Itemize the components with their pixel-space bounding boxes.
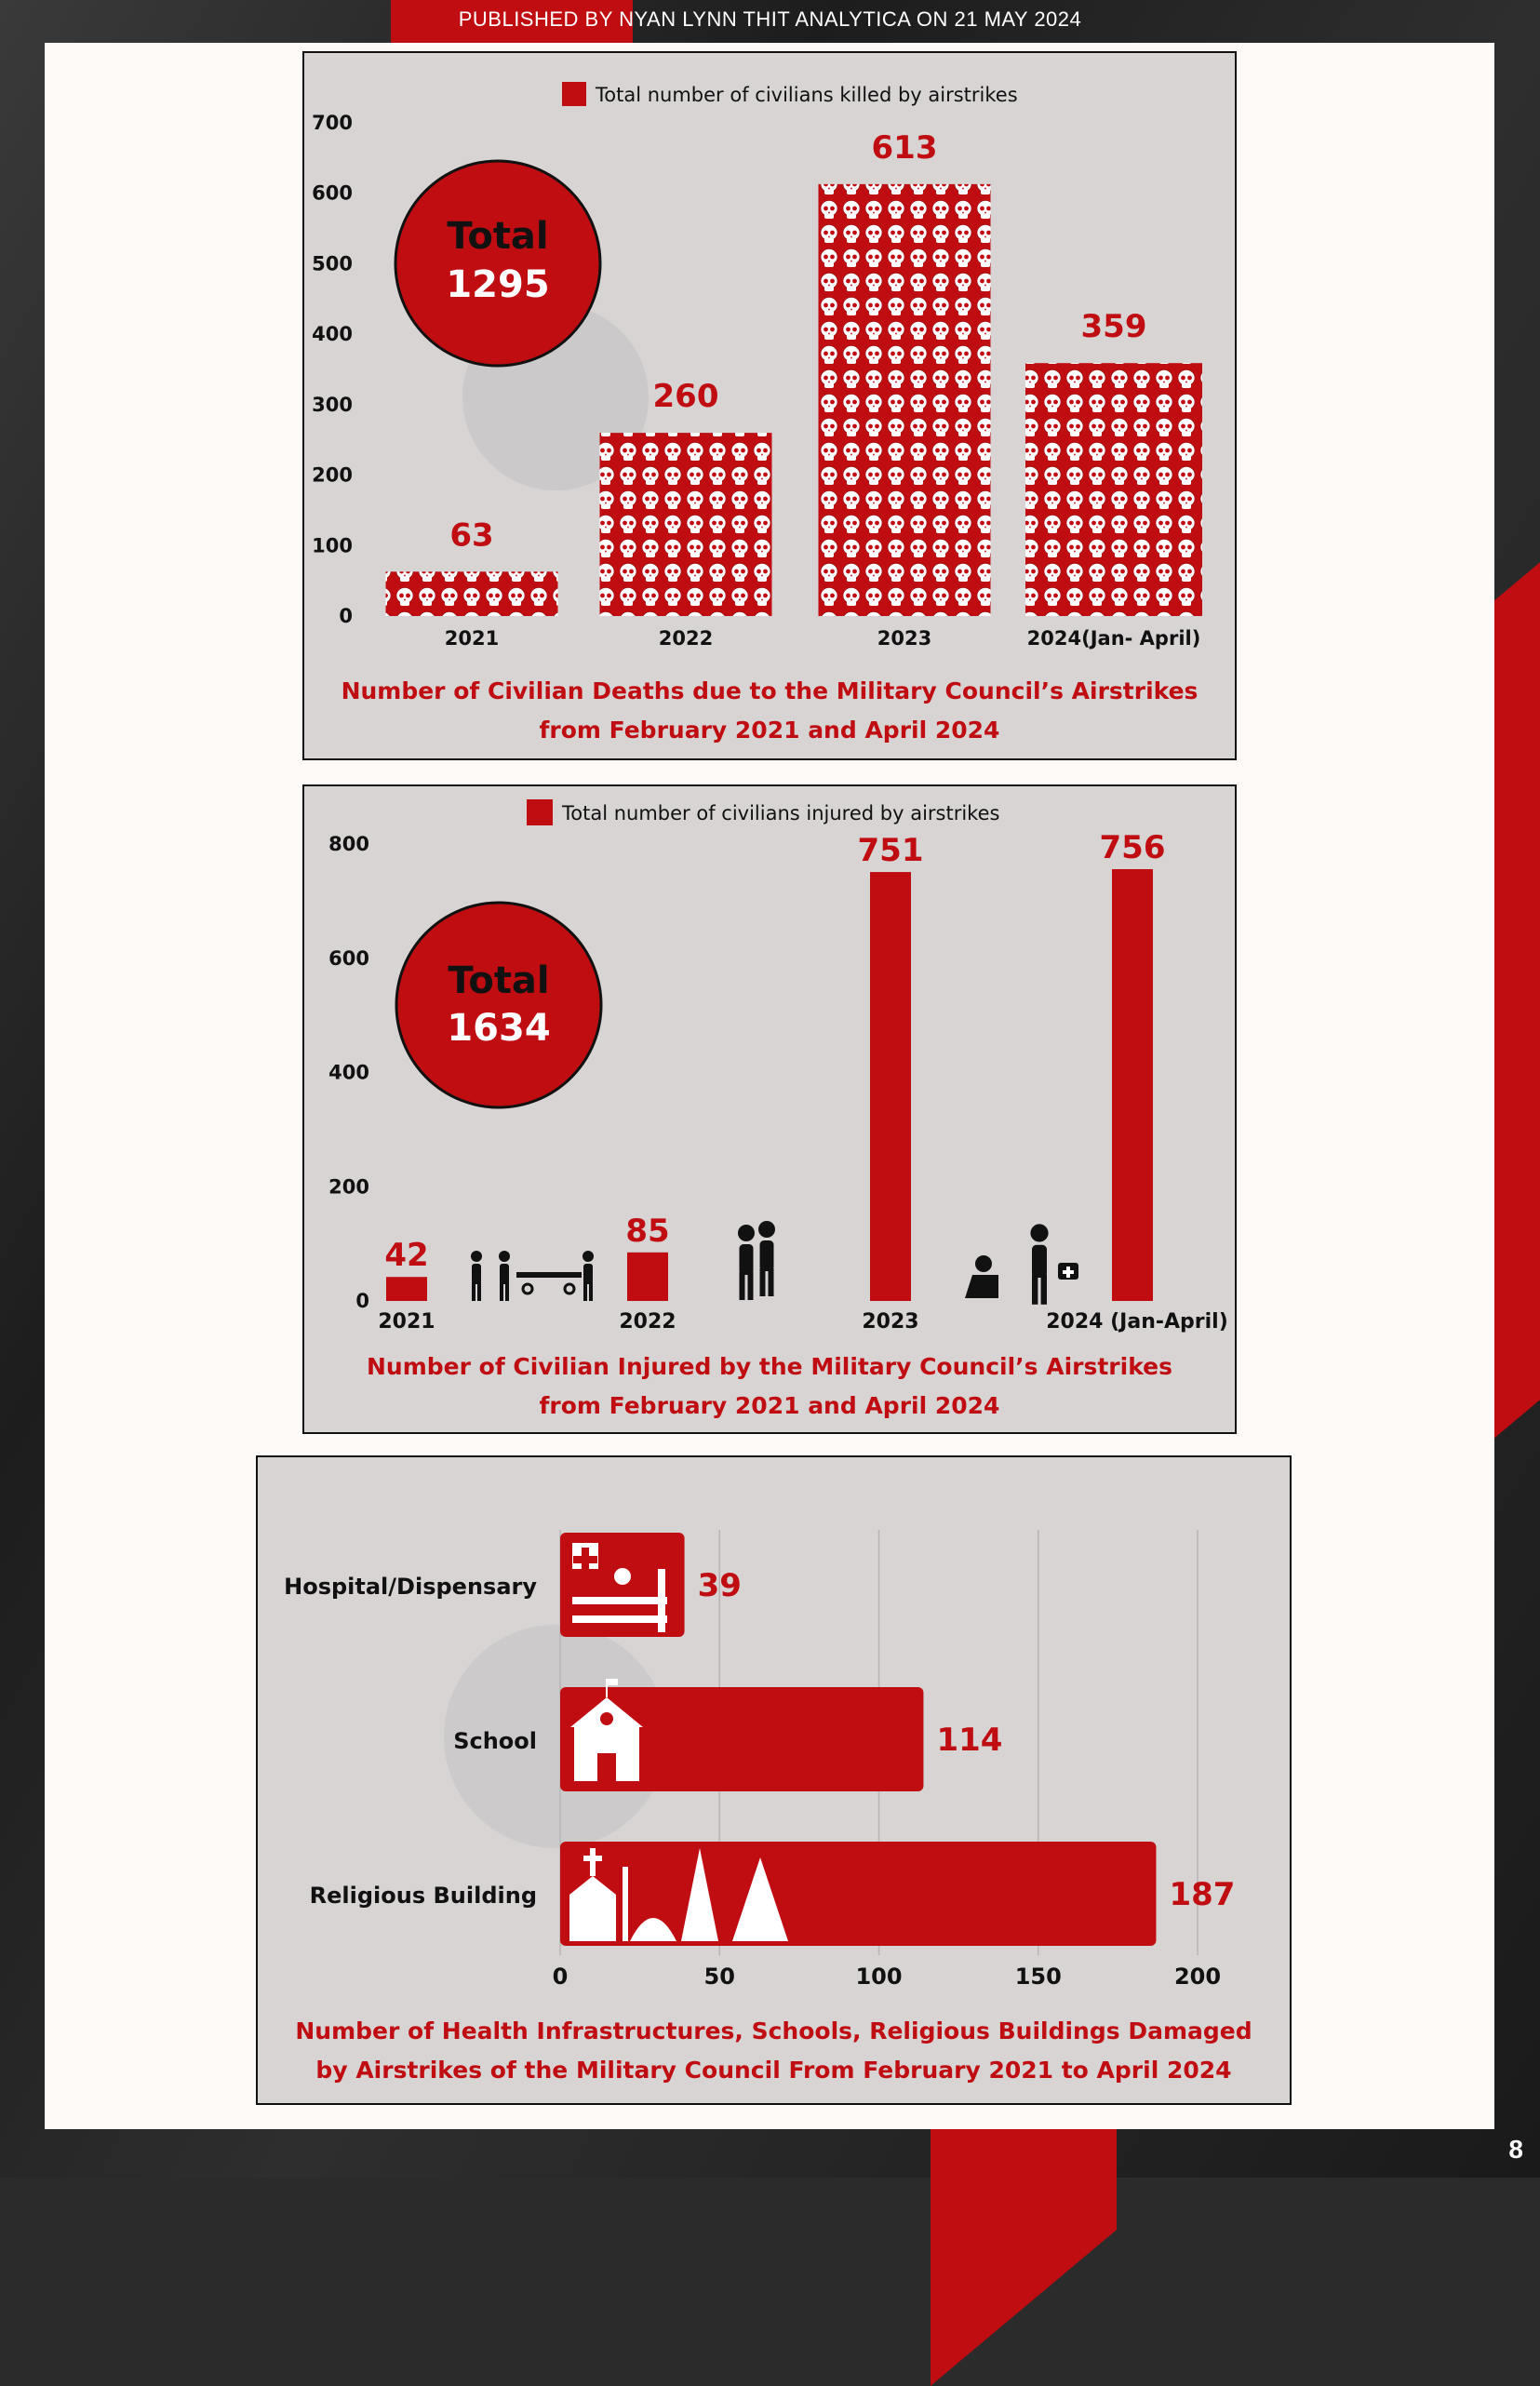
person-leg bbox=[760, 1268, 766, 1296]
buildings-chart-panel bbox=[256, 1455, 1292, 2105]
person-leg bbox=[583, 1282, 587, 1301]
y-tick-label: 600 bbox=[312, 181, 353, 205]
stretcher-wheel bbox=[565, 1284, 574, 1294]
legend-label: Total number of civilians killed by airstrikes bbox=[596, 84, 1018, 106]
patient-head bbox=[614, 1568, 631, 1585]
data-label: 39 bbox=[697, 1567, 742, 1604]
person-body bbox=[500, 1264, 509, 1284]
bar-2022 bbox=[600, 433, 772, 616]
total-badge-value: 1295 bbox=[446, 263, 550, 306]
data-label: 751 bbox=[857, 832, 924, 870]
person-leg bbox=[589, 1282, 593, 1301]
data-label: 756 bbox=[1099, 829, 1166, 867]
person-leg bbox=[769, 1268, 774, 1296]
total-badge-label: Total bbox=[447, 215, 549, 258]
bar-2023 bbox=[819, 184, 991, 616]
y-tick-label: 300 bbox=[312, 393, 353, 416]
publisher-line: PUBLISHED BY NYAN LYNN THIT ANALYTICA ON 21 MAY 2024 bbox=[458, 7, 1082, 31]
person-head bbox=[758, 1221, 775, 1238]
bed-post bbox=[658, 1569, 665, 1632]
bar-2023 bbox=[870, 872, 911, 1301]
data-label: 42 bbox=[384, 1237, 429, 1275]
person-body bbox=[1032, 1245, 1047, 1278]
flag bbox=[607, 1679, 618, 1685]
x-tick-label: 50 bbox=[703, 1964, 735, 1990]
bed-frame bbox=[572, 1615, 667, 1623]
injuries-chart-panel bbox=[302, 784, 1237, 1434]
x-tick-label: 2024 (Jan-April) bbox=[1046, 1310, 1228, 1334]
x-tick-label: 2021 bbox=[378, 1310, 435, 1334]
x-tick-label: 2023 bbox=[862, 1310, 919, 1334]
x-tick-label: 150 bbox=[1014, 1964, 1062, 1990]
legend-swatch bbox=[562, 82, 586, 106]
x-tick-label: 200 bbox=[1173, 1964, 1222, 1990]
person-head bbox=[738, 1225, 755, 1241]
y-tick-label: 400 bbox=[328, 1061, 369, 1084]
category-label: School bbox=[453, 1728, 537, 1754]
school-door bbox=[597, 1753, 616, 1781]
category-label: Hospital/Dispensary bbox=[284, 1574, 537, 1600]
data-label: 359 bbox=[1080, 308, 1147, 346]
bar-2021 bbox=[386, 571, 558, 616]
category-label: Religious Building bbox=[309, 1883, 537, 1909]
person-head bbox=[499, 1251, 510, 1262]
decor-stripe bbox=[1489, 512, 1540, 1443]
person-body bbox=[965, 1275, 998, 1298]
data-label: 85 bbox=[625, 1212, 670, 1250]
data-label: 187 bbox=[1169, 1876, 1236, 1913]
person-head bbox=[975, 1255, 992, 1272]
person-body bbox=[583, 1264, 593, 1284]
data-label: 260 bbox=[652, 378, 719, 416]
total-badge bbox=[396, 903, 601, 1107]
injuries-chart-caption-line1: Number of Civilian Injured by the Military Council’s Airstrikes bbox=[366, 1353, 1172, 1380]
total-badge-label: Total bbox=[448, 959, 550, 1002]
y-tick-label: 0 bbox=[339, 605, 353, 627]
buildings-chart bbox=[258, 1457, 1291, 2016]
x-tick-label: 2022 bbox=[658, 627, 714, 650]
x-tick-label: 0 bbox=[552, 1964, 569, 1990]
buildings-chart-caption-line1: Number of Health Infrastructures, Schools, Religious Buildings Damaged bbox=[295, 2017, 1252, 2044]
buildings-chart-caption-line2: by Airstrikes of the Military Council From February 2021 to April 2024 bbox=[315, 2057, 1232, 2084]
y-tick-label: 100 bbox=[312, 534, 353, 557]
data-label: 114 bbox=[936, 1722, 1003, 1759]
total-badge-value: 1634 bbox=[447, 1007, 551, 1050]
injured-people-icon bbox=[738, 1221, 775, 1300]
person-body bbox=[472, 1264, 481, 1284]
y-tick-label: 600 bbox=[328, 946, 369, 970]
stretcher-rescue-icon bbox=[471, 1251, 594, 1301]
y-tick-label: 500 bbox=[312, 252, 353, 275]
x-tick-label: 2023 bbox=[877, 627, 932, 650]
person-body bbox=[740, 1244, 754, 1275]
stretcher-wheel bbox=[523, 1284, 532, 1294]
deaths-chart bbox=[304, 53, 1235, 695]
person-leg bbox=[1032, 1275, 1038, 1305]
bar-2022 bbox=[627, 1253, 668, 1301]
bar-2021 bbox=[386, 1277, 427, 1301]
y-tick-label: 800 bbox=[328, 833, 369, 855]
church-cross bbox=[590, 1848, 596, 1876]
y-tick-label: 200 bbox=[312, 463, 353, 487]
x-tick-label: 2024(Jan- April) bbox=[1026, 627, 1201, 650]
y-tick-label: 200 bbox=[328, 1175, 369, 1199]
data-label: 613 bbox=[871, 128, 938, 167]
bar-2024(Jan- April) bbox=[1025, 363, 1202, 616]
bar-2024 (Jan-April) bbox=[1112, 869, 1153, 1301]
data-label: 63 bbox=[449, 516, 494, 555]
deaths-chart-panel bbox=[302, 51, 1237, 760]
injuries-chart bbox=[304, 786, 1235, 1363]
person-leg bbox=[472, 1282, 475, 1301]
deaths-chart-caption-line2: from February 2021 and April 2024 bbox=[539, 717, 1000, 744]
y-tick-label: 700 bbox=[312, 112, 353, 134]
x-tick-label: 100 bbox=[855, 1964, 903, 1990]
y-tick-label: 0 bbox=[355, 1290, 369, 1312]
person-leg bbox=[748, 1272, 754, 1300]
page-number: 8 bbox=[1508, 2135, 1523, 2164]
y-tick-label: 400 bbox=[312, 323, 353, 346]
x-tick-label: 2022 bbox=[619, 1310, 676, 1334]
deaths-chart-caption-line1: Number of Civilian Deaths due to the Military Council’s Airstrikes bbox=[341, 677, 1199, 704]
person-leg bbox=[505, 1282, 509, 1301]
stretcher bbox=[516, 1272, 582, 1278]
person-leg bbox=[740, 1272, 745, 1300]
person-head bbox=[1030, 1224, 1048, 1241]
minaret bbox=[623, 1867, 628, 1941]
x-tick-label: 2021 bbox=[444, 627, 500, 650]
bed-frame bbox=[572, 1597, 667, 1604]
person-leg bbox=[1041, 1275, 1047, 1305]
person-leg bbox=[477, 1282, 481, 1301]
person-head bbox=[471, 1251, 482, 1262]
legend-swatch bbox=[527, 799, 553, 825]
person-head bbox=[583, 1251, 594, 1262]
person-leg bbox=[500, 1282, 503, 1301]
legend-label: Total number of civilians injured by airstrikes bbox=[562, 802, 1000, 824]
church-cross bbox=[583, 1856, 602, 1861]
first-aid-icon bbox=[965, 1224, 1078, 1304]
person-body bbox=[760, 1240, 774, 1271]
injuries-chart-caption-line2: from February 2021 and April 2024 bbox=[539, 1392, 1000, 1419]
school-clock bbox=[600, 1712, 613, 1725]
